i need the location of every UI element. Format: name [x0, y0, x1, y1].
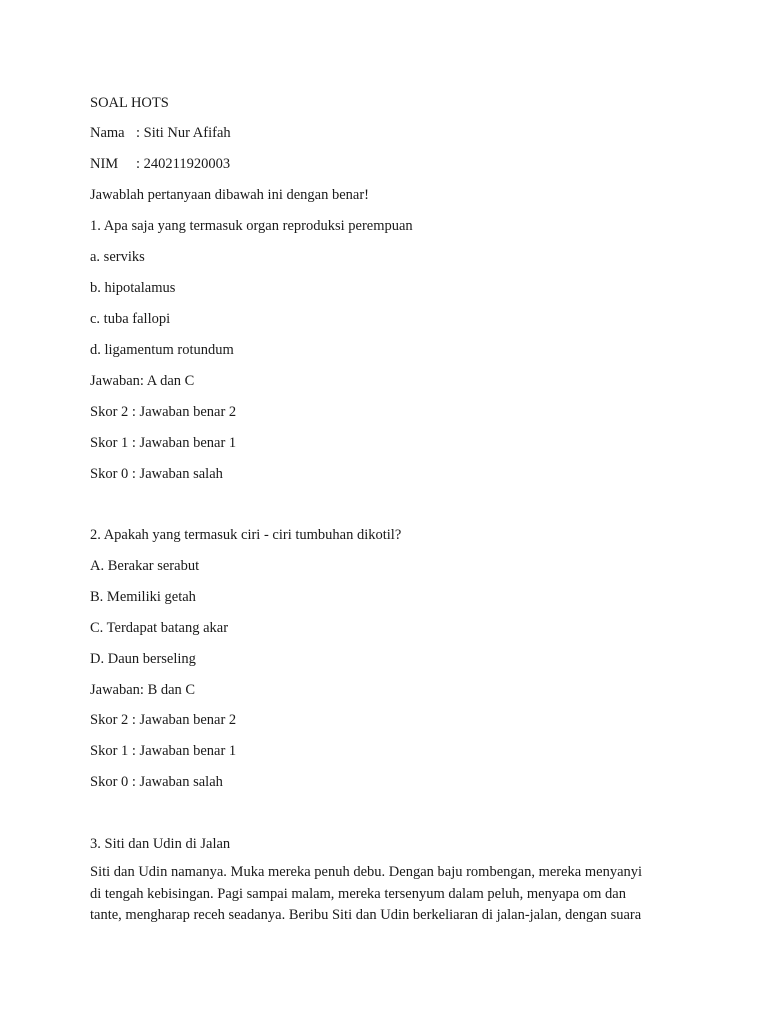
q3-passage — [90, 862, 680, 927]
q2-question: 2. Apakah yang termasuk ciri - ciri tumbuhan dikotil? — [90, 527, 402, 543]
q2-option-b: B. Memiliki getah — [90, 589, 196, 605]
instruction: Jawablah pertanyaan dibawah ini dengan benar! — [90, 187, 370, 203]
q2-answer: Jawaban: B dan C — [90, 682, 196, 698]
q1-option-b: b. hipotalamus — [90, 280, 176, 296]
nim-row — [90, 155, 230, 173]
q2-option-a: A. Berakar serabut — [90, 558, 200, 574]
name-label: Nama — [90, 125, 125, 141]
q1-option-a: a. serviks — [90, 249, 145, 265]
q3-passage-line: di tengah kebisingan. Pagi sampai malam, mereka tersenyum dalam peluh, menyapa om dan — [90, 885, 626, 902]
q2-option-c: C. Terdapat batang akar — [90, 620, 229, 636]
q1-score-2: Skor 2 : Jawaban benar 2 — [90, 404, 237, 420]
q2-score-0: Skor 0 : Jawaban salah — [90, 774, 223, 790]
q1-answer: Jawaban: A dan C — [90, 373, 195, 389]
q3-passage-line: Siti dan Udin namanya. Muka mereka penuh debu. Dengan baju rombengan, mereka menyanyi — [90, 864, 643, 880]
name-value: : Siti Nur Afifah — [136, 125, 231, 141]
q1-score-0: Skor 0 : Jawaban salah — [90, 466, 223, 482]
document-title: SOAL HOTS — [90, 95, 169, 111]
q1-score-1: Skor 1 : Jawaban benar 1 — [90, 435, 237, 451]
q2-score-2: Skor 2 : Jawaban benar 2 — [90, 712, 237, 728]
q1-option-c: c. tuba fallopi — [90, 311, 171, 327]
q3-passage-line: tante, mengharap receh seadanya. Beribu Siti dan Udin berkeliaran di jalan-jalan, dengan suara — [90, 907, 642, 923]
nim-value: : 240211920003 — [136, 156, 231, 172]
q1-question: 1. Apa saja yang termasuk organ reproduksi perempuan — [90, 218, 413, 234]
q2-score-1: Skor 1 : Jawaban benar 1 — [90, 743, 237, 759]
q1-option-d: d. ligamentum rotundum — [90, 342, 234, 358]
nim-label: NIM — [90, 156, 119, 172]
name-row — [90, 124, 231, 142]
q3-heading: 3. Siti dan Udin di Jalan — [90, 836, 231, 852]
q2-option-d: D. Daun berseling — [90, 651, 196, 667]
